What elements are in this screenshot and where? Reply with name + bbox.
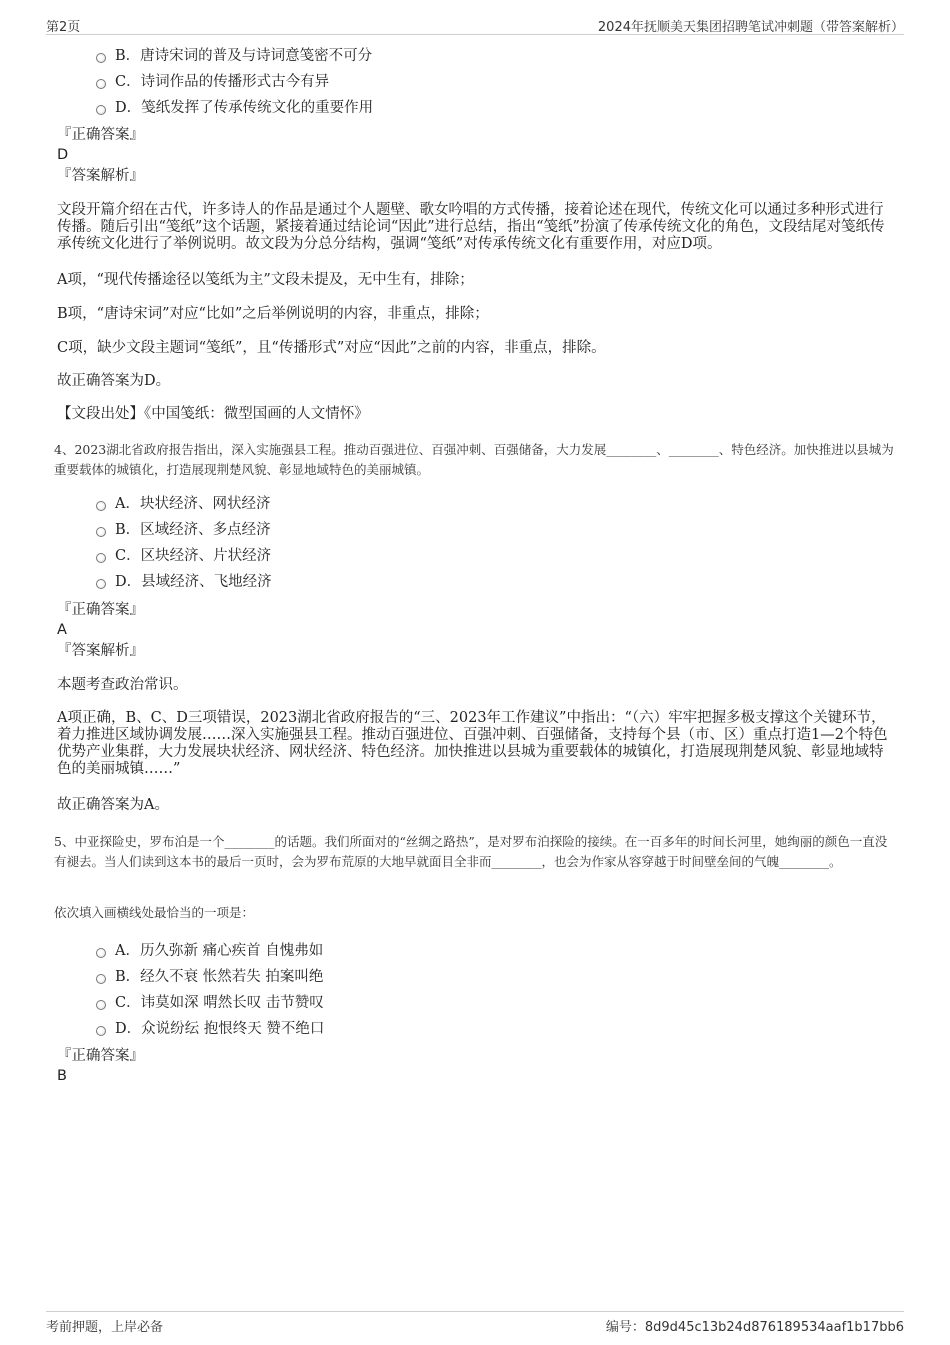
option-label: D．众说纷纭 抱恨终天 赞不绝口 xyxy=(115,1021,325,1037)
footer-slogan: 考前押题，上岸必备 xyxy=(46,1320,164,1335)
option-label: C．区块经济、片状经济 xyxy=(115,548,272,564)
q3-analysis-paragraph: 文段开篇介绍在古代，许多诗人的作品是通过个人题壁、歌女吟唱的方式传播，接着论述在现代，传统文化可以通过多种形式进行传播。随后引出“笺纸”这个话题，紧接着通过结论词“因此”进行总结，指出“笺纸”扮演了传承传统文化的角色，文段结尾对笺纸传承传统文化进行了举例说明。故文段为分总分结构，强调“笺纸”对传承传统文化有重要作用，对应D项。 xyxy=(57,202,885,252)
q4-analysis-label: 『答案解析』 xyxy=(57,643,144,659)
q3-analysis-label: 『答案解析』 xyxy=(57,168,144,184)
radio-icon[interactable] xyxy=(96,79,106,89)
option-label: C．讳莫如深 喟然长叹 击节赞叹 xyxy=(115,995,324,1011)
q5-option-b[interactable] xyxy=(96,967,323,987)
q3-analysis-paragraph: C项，缺少文段主题词“笺纸”，且“传播形式”对应“因此”之前的内容，非重点，排除。 xyxy=(57,340,606,356)
option-label: D．县域经济、飞地经济 xyxy=(115,574,272,590)
radio-icon[interactable] xyxy=(96,501,106,511)
q5-answer-label: 『正确答案』 xyxy=(57,1048,144,1064)
option-label: C．诗词作品的传播形式古今有异 xyxy=(115,74,330,90)
option-label: B．经久不衰 怅然若失 拍案叫绝 xyxy=(115,969,324,985)
option-label: A．历久弥新 痛心疾首 自愧弗如 xyxy=(115,943,324,959)
option-label: A．块状经济、网状经济 xyxy=(115,496,271,512)
radio-icon[interactable] xyxy=(96,1000,106,1010)
q3-analysis-paragraph: 故正确答案为D。 xyxy=(57,373,171,389)
q3-analysis-paragraph: B项，“唐诗宋词”对应“比如”之后举例说明的内容，非重点，排除； xyxy=(57,306,489,322)
q3-answer-label: 『正确答案』 xyxy=(57,127,144,143)
q4-stem: 4、2023湖北省政府报告指出，深入实施强县工程。推动百强进位、百强冲刺、百强储备，大力发展________、________、特色经济。加快推进以县城为重要载体的城镇化，打造展现荆楚风貌、彰显地域特色的美丽城镇。 xyxy=(54,442,894,477)
q3-option-d[interactable] xyxy=(96,98,373,118)
radio-icon[interactable] xyxy=(96,948,106,958)
q5-option-a[interactable] xyxy=(96,941,323,961)
option-label: D．笺纸发挥了传承传统文化的重要作用 xyxy=(115,100,374,116)
q4-option-d[interactable] xyxy=(96,572,272,592)
q3-option-b[interactable] xyxy=(96,46,372,66)
q4-analysis-paragraph: A项正确，B、C、D三项错误，2023湖北省政府报告的“三、2023年工作建议”中指出：“（六）牢牢把握多极支撑这个关键环节，着力推进区域协调发展……深入实施强县工程。推动百强进位、百强冲刺、百强储备，支持每个县（市、区）重点打造1—2个特色优势产业集群，大力发展块状经济、网状经济、特色经济。加快推进以县城为重要载体的城镇化，打造展现荆楚风貌、彰显地域特色的美丽城镇……” xyxy=(57,710,888,777)
q3-answer: D xyxy=(57,147,69,163)
document-title: 2024年抚顺美天集团招聘笔试冲刺题（带答案解析） xyxy=(597,20,904,35)
q4-answer: A xyxy=(57,622,67,638)
q5-option-c[interactable] xyxy=(96,993,324,1013)
q4-analysis-paragraph: 故正确答案为A。 xyxy=(57,797,169,813)
q5-option-d[interactable] xyxy=(96,1019,324,1039)
q4-analysis-paragraph: 本题考查政治常识。 xyxy=(57,677,188,693)
q5-instruction: 依次填入画横线处最恰当的一项是： xyxy=(54,905,255,920)
radio-icon[interactable] xyxy=(96,105,106,115)
q4-option-c[interactable] xyxy=(96,546,271,566)
page-footer xyxy=(46,1311,904,1336)
option-label: B．唐诗宋词的普及与诗词意笺密不可分 xyxy=(115,48,373,64)
q3-source: 【文段出处】《中国笺纸：微型国画的人文情怀》 xyxy=(57,406,369,422)
q3-analysis-paragraph: A项，“现代传播途径以笺纸为主”文段未提及，无中生有，排除； xyxy=(57,272,474,288)
radio-icon[interactable] xyxy=(96,53,106,63)
page-number: 第2页 xyxy=(46,20,81,35)
document-code: 编号：8d9d45c13b24d876189534aaf1b17bb6 xyxy=(605,1320,904,1335)
q5-stem: 5、中亚探险史，罗布泊是一个________的话题。我们所面对的“丝绸之路热”，是对罗布泊探险的接续。在一百多年的时间长河里，她绚丽的颜色一直没有褪去。当人们读到这本书的最后一页时，会为罗布荒原的大地早就面目全非而________，也会为作家从容穿越于时间壁垒间的气魄________。 xyxy=(54,834,888,869)
q4-answer-label: 『正确答案』 xyxy=(57,602,144,618)
q4-option-a[interactable] xyxy=(96,494,270,514)
radio-icon[interactable] xyxy=(96,553,106,563)
page-header xyxy=(46,14,904,35)
q3-option-c[interactable] xyxy=(96,72,329,92)
radio-icon[interactable] xyxy=(96,1026,106,1036)
option-label: B．区域经济、多点经济 xyxy=(115,522,271,538)
radio-icon[interactable] xyxy=(96,974,106,984)
q4-option-b[interactable] xyxy=(96,520,271,540)
q5-answer: B xyxy=(57,1068,67,1084)
radio-icon[interactable] xyxy=(96,527,106,537)
radio-icon[interactable] xyxy=(96,579,106,589)
